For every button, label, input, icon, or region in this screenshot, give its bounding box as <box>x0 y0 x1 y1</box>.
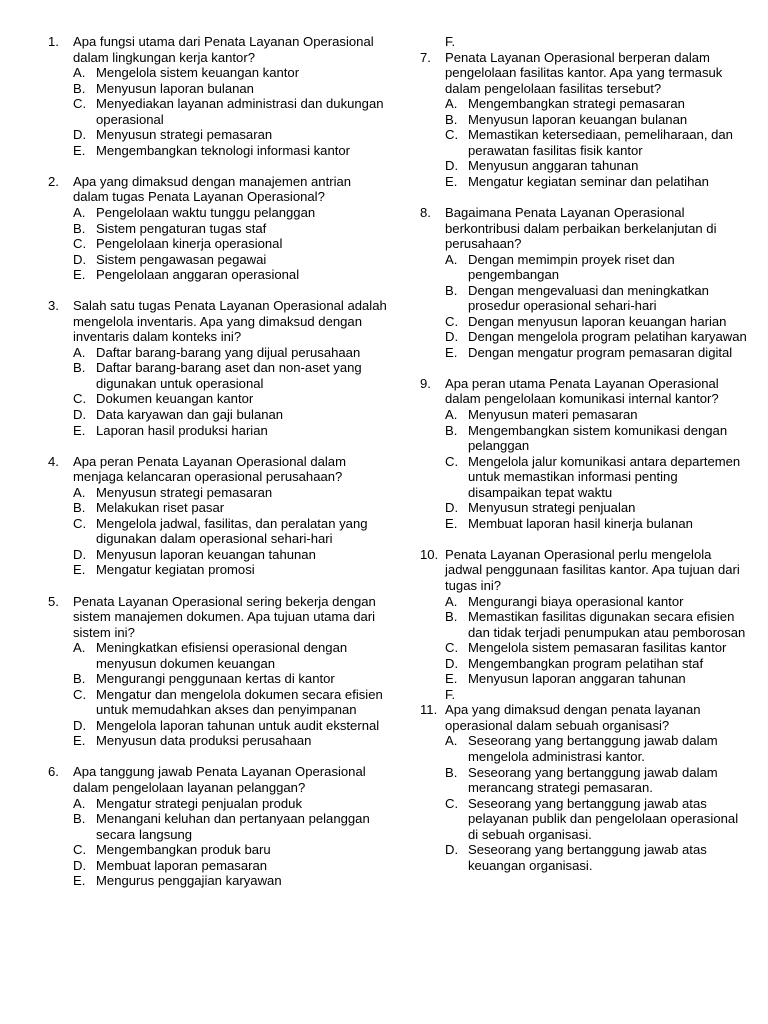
option-label: D. <box>73 251 87 267</box>
answer-option <box>73 345 388 361</box>
option-label: A. <box>73 795 86 811</box>
question-header <box>48 594 388 641</box>
option-label: B. <box>445 282 458 298</box>
question-item <box>48 174 388 283</box>
option-label: A. <box>73 204 86 220</box>
question-text: Apa peran utama Penata Layanan Operasional dalam pengelolaan komunikasi internal kantor? <box>445 375 719 407</box>
question-header <box>48 34 388 65</box>
option-label: D. <box>445 655 459 671</box>
option-label: F. <box>445 686 456 702</box>
option-label: B. <box>73 80 86 96</box>
question-header <box>420 376 750 407</box>
option-text: Pengelolaan waktu tunggu pelanggan <box>96 204 316 220</box>
option-text: Laporan hasil produksi harian <box>96 422 268 438</box>
question-item <box>420 376 750 531</box>
option-text: Mengembangkan strategi pemasaran <box>468 96 685 112</box>
option-text: Data karyawan dan gaji bulanan <box>96 407 284 423</box>
option-text: Menyusun strategi pemasaran <box>96 127 273 143</box>
option-text: Menyediakan layanan administrasi dan dukungan operasional <box>96 96 384 127</box>
answer-option <box>445 500 750 516</box>
option-label: C. <box>445 453 459 469</box>
option-text: Mengatur kegiatan seminar dan pelatihan <box>468 173 709 189</box>
question-header <box>48 298 388 345</box>
option-text: Daftar barang-barang aset dan non-aset yang digunakan untuk operasional <box>96 360 362 391</box>
question-item <box>420 50 750 190</box>
answer-option <box>73 796 388 812</box>
question-number: 1. <box>48 34 59 49</box>
answer-option <box>73 127 388 143</box>
option-label: D. <box>73 857 87 873</box>
question-header <box>420 547 750 594</box>
option-label: B. <box>73 671 86 687</box>
option-text: Membuat laporan pemasaran <box>96 857 268 873</box>
answer-option <box>73 547 388 563</box>
question-text: Penata Layanan Operasional perlu mengelola jadwal penggunaan fasilitas kantor. Apa tujuan dari tugas ini? <box>445 546 740 593</box>
answer-option <box>73 733 388 749</box>
option-label: E. <box>73 873 86 889</box>
option-label: B. <box>73 500 86 516</box>
option-text: Seseorang yang bertanggung jawab dalam mengelola administrasi kantor. <box>468 733 718 765</box>
answer-options <box>48 345 388 438</box>
option-label: B. <box>445 111 458 127</box>
question-header <box>48 454 388 485</box>
question-header <box>48 764 388 795</box>
option-label: D. <box>73 717 87 733</box>
option-label: C. <box>73 842 87 858</box>
option-text: Menyusun laporan keuangan bulanan <box>468 111 688 127</box>
option-label: C. <box>445 640 459 656</box>
stray-option-label: F. <box>445 34 456 49</box>
option-label: D. <box>73 407 87 423</box>
answer-options <box>48 65 388 158</box>
option-label: B. <box>73 220 86 236</box>
answer-option <box>445 423 750 454</box>
option-text <box>468 687 750 703</box>
option-text: Mengurangi biaya operasional kantor <box>468 593 684 609</box>
option-text: Mengelola jadwal, fasilitas, dan peralatan yang digunakan dalam operasional sehari-hari <box>96 515 368 547</box>
option-label: E. <box>73 562 86 578</box>
option-label: A. <box>73 344 86 360</box>
answer-options <box>420 407 750 531</box>
question-number: 4. <box>48 453 59 469</box>
option-label: E. <box>73 733 86 749</box>
question-text: Apa yang dimaksud dengan penata layanan operasional dalam sebuah organisasi? <box>445 702 701 733</box>
question-item <box>48 34 388 158</box>
option-text: Membuat laporan hasil kinerja bulanan <box>468 515 693 531</box>
option-text: Mengurangi penggunaan kertas di kantor <box>96 671 335 687</box>
answer-option <box>73 96 388 127</box>
answer-option <box>73 858 388 874</box>
answer-option <box>73 485 388 501</box>
question-item <box>48 764 388 888</box>
question-text: Apa tanggung jawab Penata Layanan Operasional dalam pengelolaan layanan pelanggan? <box>73 764 366 796</box>
question-item <box>420 547 750 702</box>
option-label: B. <box>73 811 86 827</box>
option-text: Menyusun materi pemasaran <box>468 407 638 423</box>
question-item <box>48 454 388 578</box>
option-label: A. <box>445 96 458 112</box>
option-label: D. <box>73 127 87 143</box>
option-text: Menyusun data produksi perusahaan <box>96 733 312 749</box>
answer-option <box>445 640 750 656</box>
option-label: E. <box>445 344 458 360</box>
answer-option <box>445 283 750 314</box>
question-header <box>48 174 388 205</box>
answer-option <box>445 158 750 174</box>
option-text: Menangani keluhan dan pertanyaan pelanggan secara langsung <box>96 811 370 842</box>
answer-option <box>445 733 750 764</box>
option-label: C. <box>73 236 87 252</box>
option-label: C. <box>73 391 87 407</box>
option-text: Dengan mengevaluasi dan meningkatkan prosedur operasional sehari-hari <box>468 282 709 314</box>
answer-option <box>73 252 388 268</box>
answer-options <box>48 485 388 578</box>
answer-option <box>445 252 750 283</box>
option-text: Mengatur dan mengelola dokumen secara efisien untuk memudahkan akses dan penyimpanan <box>96 686 383 718</box>
answer-options <box>420 252 750 361</box>
option-text: Mengembangkan produk baru <box>96 842 271 858</box>
question-header <box>420 50 750 97</box>
option-text: Menyusun laporan keuangan tahunan <box>96 546 316 562</box>
question-text: Apa yang dimaksud dengan manajemen antrian dalam tugas Penata Layanan Operasional? <box>73 173 352 205</box>
answer-option <box>73 81 388 97</box>
answer-option <box>73 423 388 439</box>
option-label: E. <box>445 515 458 531</box>
option-label: C. <box>445 313 459 329</box>
answer-option <box>73 873 388 889</box>
answer-options <box>48 205 388 283</box>
answer-option <box>445 454 750 501</box>
answer-option <box>73 205 388 221</box>
option-label: D. <box>445 842 459 858</box>
question-item <box>420 205 750 360</box>
option-text: Mengatur strategi penjualan produk <box>96 795 302 811</box>
question-header <box>420 702 750 733</box>
answer-option <box>73 236 388 252</box>
option-text: Mengembangkan teknologi informasi kantor <box>96 142 351 158</box>
option-label: E. <box>73 422 86 438</box>
option-label: A. <box>73 484 86 500</box>
answer-options <box>48 640 388 749</box>
answer-option <box>73 407 388 423</box>
option-label: E. <box>445 173 458 189</box>
question-text: Penata Layanan Operasional berperan dalam pengelolaan fasilitas kantor. Apa yang termasuk dalam pengelolaan fasilitas tersebut? <box>445 49 723 96</box>
answer-option <box>73 562 388 578</box>
option-text: Dengan mengatur program pemasaran digital <box>468 344 733 360</box>
answer-option <box>73 65 388 81</box>
option-label: B. <box>445 422 458 438</box>
option-label: A. <box>445 733 458 749</box>
option-text: Menyusun laporan anggaran tahunan <box>468 671 686 687</box>
option-text: Memastikan fasilitas digunakan secara efisien dan tidak terjadi penumpukan atau pemborosan <box>468 609 746 640</box>
option-label: D. <box>445 158 459 174</box>
option-text: Melakukan riset pasar <box>96 500 225 516</box>
answer-option <box>73 687 388 718</box>
option-label: D. <box>445 500 459 516</box>
option-label: B. <box>445 764 458 780</box>
answer-options <box>48 796 388 889</box>
answer-option <box>73 360 388 391</box>
question-number: 11. <box>420 702 438 718</box>
option-label: C. <box>73 686 87 702</box>
answer-option <box>445 314 750 330</box>
option-text: Menyusun laporan bulanan <box>96 80 254 96</box>
question-text: Apa peran Penata Layanan Operasional dalam menjaga kelancaran operasional perusahaan? <box>73 453 346 485</box>
question-number: 8. <box>420 204 431 220</box>
option-label: A. <box>445 407 458 423</box>
question-item <box>48 594 388 749</box>
option-label: C. <box>73 515 87 531</box>
option-text: Dokumen keuangan kantor <box>96 391 254 407</box>
right-column <box>420 34 750 889</box>
question-number: 9. <box>420 375 431 391</box>
option-label: A. <box>445 251 458 267</box>
question-number: 7. <box>420 49 431 65</box>
option-label: A. <box>73 65 86 81</box>
option-text: Daftar barang-barang yang dijual perusahaan <box>96 344 361 360</box>
question-item <box>48 298 388 438</box>
option-label: E. <box>445 671 458 687</box>
question-text: Apa fungsi utama dari Penata Layanan Operasional dalam lingkungan kerja kantor? <box>73 34 374 65</box>
answer-option <box>73 640 388 671</box>
option-label: D. <box>445 329 459 345</box>
answer-option <box>445 96 750 112</box>
question-number: 10. <box>420 546 439 562</box>
option-text: Dengan mengelola program pelatihan karyawan <box>468 329 747 345</box>
option-label: C. <box>445 795 459 811</box>
option-text: Pengelolaan anggaran operasional <box>96 267 300 283</box>
answer-option <box>445 127 750 158</box>
answer-option <box>445 329 750 345</box>
answer-option <box>445 112 750 128</box>
answer-option <box>73 391 388 407</box>
question-number: 5. <box>48 593 59 609</box>
answer-option <box>445 842 750 873</box>
option-text: Mengembangkan sistem komunikasi dengan pelanggan <box>468 422 728 454</box>
answer-option <box>73 671 388 687</box>
option-text: Pengelolaan kinerja operasional <box>96 236 283 252</box>
answer-option <box>445 765 750 796</box>
answer-option <box>73 718 388 734</box>
option-label: B. <box>445 609 458 625</box>
option-text: Dengan memimpin proyek riset dan pengembangan <box>468 251 675 283</box>
answer-options <box>420 594 750 703</box>
option-text: Mengelola sistem pemasaran fasilitas kantor <box>468 640 727 656</box>
question-item <box>420 702 750 873</box>
answer-option <box>73 143 388 159</box>
question-header <box>420 205 750 252</box>
answer-option <box>445 407 750 423</box>
question-number: 3. <box>48 298 59 314</box>
answer-options <box>420 96 750 189</box>
left-column <box>48 34 388 904</box>
option-text: Sistem pengaturan tugas staf <box>96 220 267 236</box>
option-text: Menyusun strategi pemasaran <box>96 484 273 500</box>
question-text: Penata Layanan Operasional sering bekerja dengan sistem manajemen dokumen. Apa tujuan utama dari sistem ini? <box>73 593 376 640</box>
question-text: Salah satu tugas Penata Layanan Operasional adalah mengelola inventaris. Apa yang dimaksud dengan inventaris dalam konteks ini? <box>73 298 387 345</box>
option-text: Seseorang yang bertanggung jawab atas keuangan organisasi. <box>468 842 707 873</box>
option-label: E. <box>73 267 86 283</box>
answer-option <box>445 687 750 703</box>
option-text: Meningkatkan efisiensi operasional dengan menyusun dokumen keuangan <box>96 640 348 671</box>
answer-option <box>73 221 388 237</box>
option-text: Seseorang yang bertanggung jawab dalam merancang strategi pemasaran. <box>468 764 718 796</box>
option-label: A. <box>73 640 86 656</box>
option-text: Menyusun strategi penjualan <box>468 500 636 516</box>
option-text: Memastikan ketersediaan, pemeliharaan, dan perawatan fasilitas fisik kantor <box>468 127 733 158</box>
answer-option <box>445 594 750 610</box>
question-text: Bagaimana Penata Layanan Operasional berkontribusi dalam perbaikan berkelanjutan di perusahaan? <box>445 204 717 252</box>
option-text: Mengelola jalur komunikasi antara departemen untuk memastikan informasi penting disampaikan tepat waktu <box>468 453 741 500</box>
answer-option <box>445 516 750 532</box>
question-number: 6. <box>48 764 59 780</box>
answer-option <box>73 842 388 858</box>
answer-option <box>73 811 388 842</box>
answer-option <box>445 796 750 843</box>
option-label: A. <box>445 593 458 609</box>
answer-options <box>420 733 750 873</box>
option-text: Seseorang yang bertanggung jawab atas pelayanan publik dan pengelolaan operasional di sebuah organisasi. <box>468 795 739 842</box>
option-label: D. <box>73 546 87 562</box>
option-label: C. <box>73 96 87 112</box>
option-text: Sistem pengawasan pegawai <box>96 251 267 267</box>
answer-option <box>73 267 388 283</box>
option-text: Mengembangkan program pelatihan staf <box>468 655 704 671</box>
option-label: B. <box>73 360 86 376</box>
option-label: E. <box>73 142 86 158</box>
option-label: C. <box>445 127 459 143</box>
answer-option <box>73 516 388 547</box>
answer-option <box>445 345 750 361</box>
option-text: Mengelola laporan tahunan untuk audit eksternal <box>96 717 380 733</box>
option-text: Mengelola sistem keuangan kantor <box>96 65 300 81</box>
answer-option <box>445 656 750 672</box>
answer-option <box>445 174 750 190</box>
question-number: 2. <box>48 173 59 189</box>
option-text: Dengan menyusun laporan keuangan harian <box>468 313 727 329</box>
answer-option <box>445 671 750 687</box>
option-text: Mengatur kegiatan promosi <box>96 562 255 578</box>
answer-option <box>73 500 388 516</box>
answer-option <box>445 609 750 640</box>
option-text: Menyusun anggaran tahunan <box>468 158 639 174</box>
option-text: Mengurus penggajian karyawan <box>96 873 282 889</box>
